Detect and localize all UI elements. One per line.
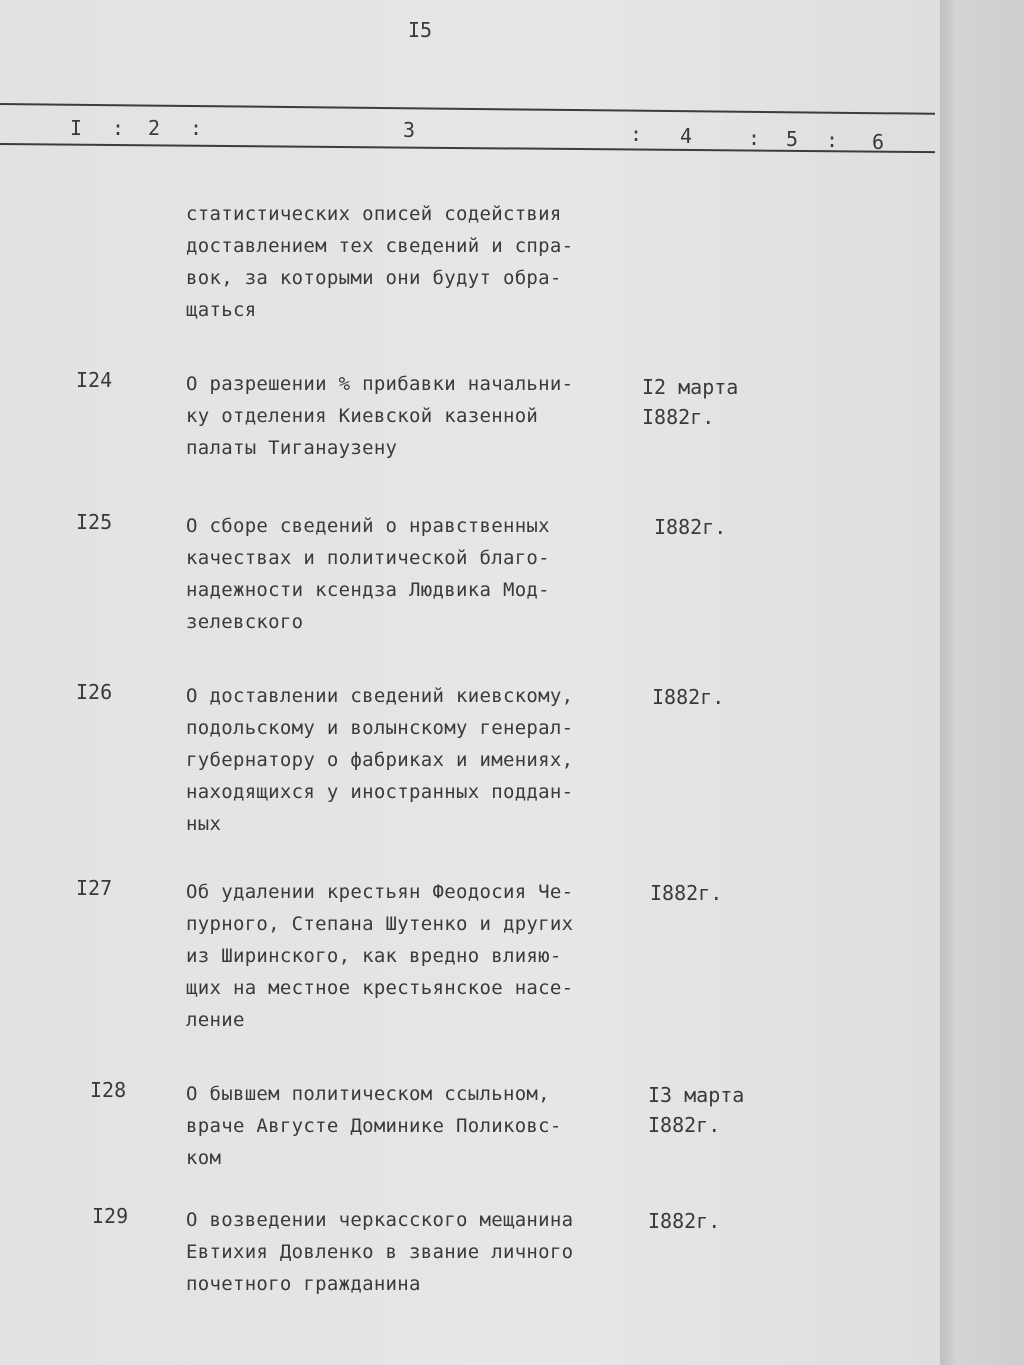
column-header-2: 2: [148, 116, 161, 140]
column-header-1: I: [70, 116, 83, 140]
column-separator: :: [190, 116, 203, 140]
page-number: I5: [408, 18, 433, 42]
entry-date: I3 марта I882г.: [648, 1083, 745, 1137]
entry-number: I24: [76, 368, 113, 392]
entry-description: О доставлении сведений киевскому, подольскому и волынскому генерал- губернатору о фабриках и имениях, находящихся у иностранных поддан- ных: [186, 685, 574, 835]
continuation-text: статистических описей содействия доставлением тех сведений и спра- вок, за которыми они будут обра- щаться: [186, 203, 574, 321]
entry-date: I882г.: [648, 1209, 721, 1233]
page-edge-shadow: [940, 0, 1024, 1365]
entry-description: О сборе сведений о нравственных качествах и политической благо- надежности ксендза Людвика Мод- зелевского: [186, 515, 550, 633]
entry-date: I882г.: [654, 515, 727, 539]
entry-number: I27: [76, 876, 113, 900]
entry-description: О бывшем политическом ссыльном, враче Августе Доминике Поликовс- ком: [186, 1083, 562, 1169]
entry-date: I882г.: [652, 685, 725, 709]
column-header-6: 6: [872, 130, 885, 154]
entry-date: I2 марта I882г.: [642, 375, 739, 429]
column-separator: :: [826, 128, 839, 152]
column-separator: :: [630, 122, 643, 146]
entry-description: О возведении черкасского мещанина Евтихия Довленко в звание личного почетного гражданина: [186, 1209, 574, 1295]
entry-number: I29: [92, 1204, 129, 1228]
entry-number: I25: [76, 510, 113, 534]
entry-number: I28: [90, 1078, 127, 1102]
header-rule-top: [0, 103, 935, 115]
entry-description: О разрешении % прибавки начальни- ку отделения Киевской казенной палаты Тиганаузену: [186, 373, 574, 459]
column-separator: :: [748, 126, 761, 150]
column-header-4: 4: [680, 124, 693, 148]
column-header-5: 5: [786, 127, 799, 151]
column-header-3: 3: [403, 118, 416, 142]
column-separator: :: [112, 116, 125, 140]
entry-date: I882г.: [650, 881, 723, 905]
entry-description: Об удалении крестьян Феодосия Че- пурного, Степана Шутенко и других из Ширинского, как вредно влияю- щих на местное крестьянское насе- ление: [186, 881, 574, 1031]
entry-number: I26: [76, 680, 113, 704]
